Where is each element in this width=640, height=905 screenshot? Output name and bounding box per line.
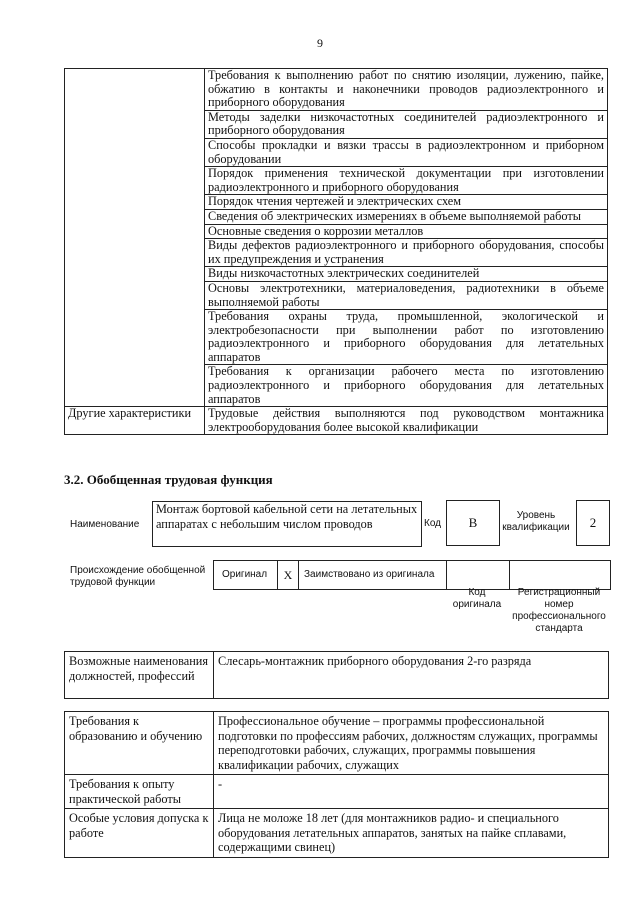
- other-characteristics-value: Трудовые действия выполняются под руководством монтажника электрооборудования более высокой квалификации: [205, 407, 608, 435]
- level-label: Уровень квалификации: [502, 510, 570, 533]
- knowledge-item: Основные сведения о коррозии металлов: [205, 224, 608, 239]
- knowledge-item: Виды низкочастотных электрических соединителей: [205, 267, 608, 282]
- knowledge-item: Порядок применения технической документации при изготовлении радиоэлектронного и приборного оборудования: [205, 167, 608, 195]
- knowledge-item: Требования охраны труда, промышленной, экологической и электробезопасности при выполнении работ по изготовлению радиоэлектронного и приборного оборудования для летательных аппаратов: [205, 310, 608, 365]
- knowledge-label-cell: [65, 69, 205, 407]
- origin-code-cell: [446, 561, 510, 589]
- knowledge-item: Методы заделки низкочастотных соединителей радиоэлектронного и приборного оборудования: [205, 110, 608, 138]
- borrowed-label: Заимствовано из оригинала: [304, 569, 435, 580]
- knowledge-item: Способы прокладки и вязки трассы в радиоэлектронном и приборном оборудовании: [205, 138, 608, 166]
- requirement-label: Требования к опыту практической работы: [65, 775, 214, 809]
- code-value: B: [446, 500, 500, 546]
- other-characteristics-label: Другие характеристики: [65, 407, 205, 435]
- original-label: Оригинал: [222, 569, 268, 580]
- origin-row: [213, 560, 611, 590]
- origin-label: Происхождение обобщенной трудовой функции: [70, 565, 206, 588]
- positions-value: Слесарь-монтажник приборного оборудования 2-го разряда: [214, 652, 609, 699]
- name-value: Монтаж бортовой кабельной сети на летательных аппаратах с небольшим числом проводов: [152, 501, 422, 547]
- requirement-label: Требования к образованию и обучению: [65, 712, 214, 775]
- requirement-label: Особые условия допуска к работе: [65, 809, 214, 858]
- code-caption: Код оригинала: [452, 587, 502, 610]
- knowledge-item: Сведения об электрических измерениях в объеме выполняемой работы: [205, 209, 608, 224]
- knowledge-item: Требования к организации рабочего места по изготовлению радиоэлектронного и приборного оборудования для летательных аппаратов: [205, 365, 608, 407]
- requirement-row: [65, 809, 609, 858]
- other-characteristics-row: [65, 407, 608, 435]
- knowledge-item: Порядок чтения чертежей и электрических схем: [205, 195, 608, 210]
- reg-caption: Регистрационный номер профессионального стандарта: [512, 587, 606, 634]
- original-mark: X: [277, 561, 299, 589]
- requirement-value: Профессиональное обучение – программы профессиональной подготовки по профессиям рабочих, должностям служащих, программы переподготовки рабочих, служащих, программы повышения квалификации рабочих, служащих: [214, 712, 609, 775]
- knowledge-item: Основы электротехники, материаловедения, радиотехники в объеме выполняемой работы: [205, 281, 608, 309]
- requirement-value: -: [214, 775, 609, 809]
- requirement-row: [65, 712, 609, 775]
- requirement-value: Лица не моложе 18 лет (для монтажников радио- и специального оборудования летательных аппаратов, занятых на пайке сплавами, содержащими свинец): [214, 809, 609, 858]
- knowledge-item: Виды дефектов радиоэлектронного и приборного оборудования, способы их предупреждения и устранения: [205, 239, 608, 267]
- level-value: 2: [576, 500, 610, 546]
- section-title: 3.2. Обобщенная трудовая функция: [64, 472, 273, 487]
- requirements-table: [64, 711, 609, 858]
- knowledge-item: Требования к выполнению работ по снятию изоляции, лужению, пайке, обжатию в контакты и наконечники проводов радиоэлектронного и приборного оборудования: [205, 69, 608, 111]
- name-label: Наименование: [70, 519, 140, 530]
- knowledge-row: [65, 69, 608, 111]
- requirement-row: [65, 775, 609, 809]
- positions-table: [64, 651, 609, 699]
- positions-label: Возможные наименования должностей, профессий: [65, 652, 214, 699]
- knowledge-table: [64, 68, 608, 435]
- code-label: Код: [424, 518, 442, 529]
- page-number: 9: [317, 36, 323, 50]
